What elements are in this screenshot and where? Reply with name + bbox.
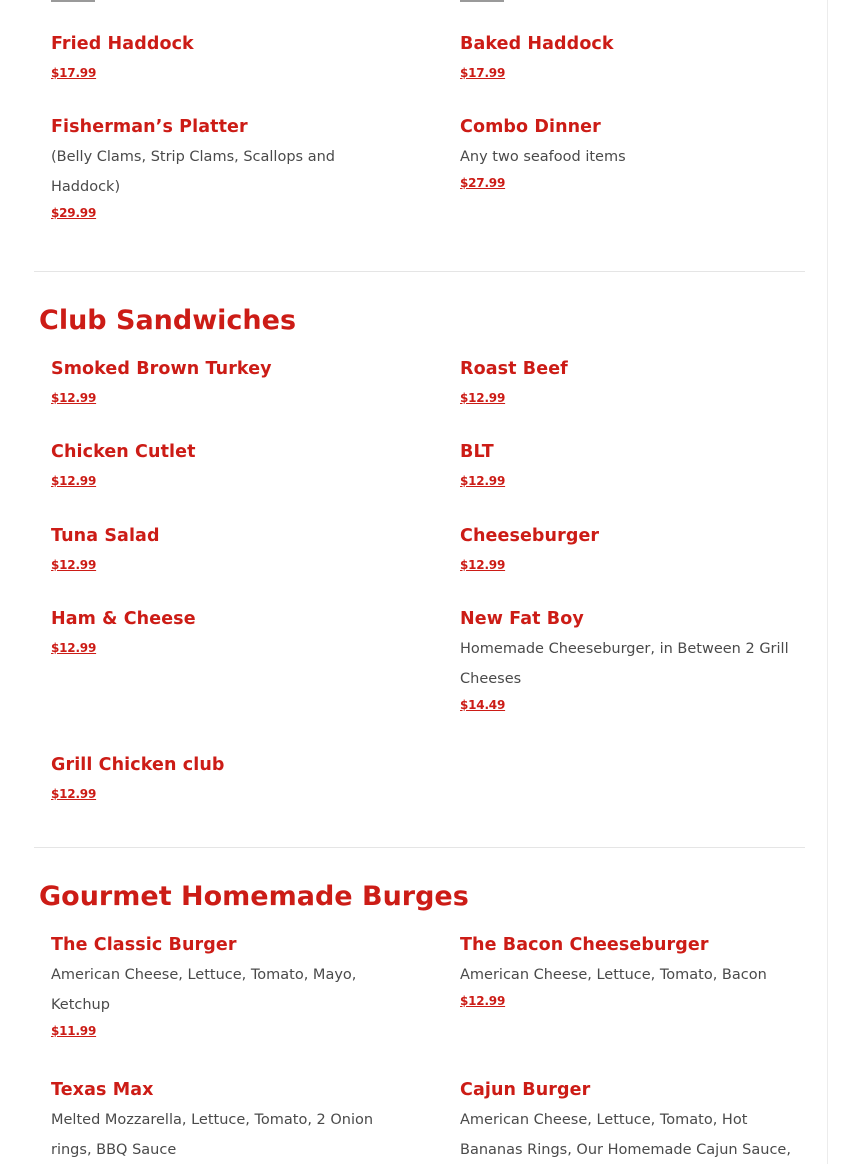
item-name: The Bacon Cheeseburger [460, 935, 709, 955]
item-description: (Belly Clams, Strip Clams, Scallops and Haddock) [51, 149, 335, 195]
item-name: BLT [460, 442, 494, 462]
item-name: Combo Dinner [460, 117, 601, 137]
menu-item [460, 441, 800, 489]
item-name: Texas Max [51, 1080, 154, 1100]
page-edge [827, 0, 828, 1164]
item-price[interactable]: $29.99 [51, 206, 97, 220]
item-price[interactable]: $12.99 [51, 558, 97, 572]
menu-item [51, 33, 391, 81]
menu-item [51, 116, 391, 221]
menu-item [51, 525, 391, 573]
item-price[interactable]: $14.49 [460, 698, 506, 712]
item-description: Homemade Cheeseburger, in Between 2 Grill Cheeses [460, 641, 789, 687]
item-name: Grill Chicken club [51, 755, 225, 775]
item-price[interactable]: $12.99 [51, 391, 97, 405]
item-price[interactable]: $12.99 [460, 474, 506, 488]
item-description: Melted Mozzarella, Lettuce, Tomato, 2 Onion rings, BBQ Sauce [51, 1112, 374, 1158]
menu-item [51, 608, 391, 656]
item-description: Any two seafood items [460, 149, 626, 165]
menu-item [460, 934, 800, 1009]
item-price[interactable]: $27.99 [460, 176, 506, 190]
item-price[interactable]: $12.99 [51, 474, 97, 488]
menu-item [460, 358, 800, 406]
item-name: Baked Haddock [460, 34, 614, 54]
item-price[interactable]: $12.99 [460, 994, 506, 1008]
item-price[interactable]: $12.99 [51, 641, 97, 655]
menu-item [51, 754, 391, 802]
item-description: American Cheese, Lettuce, Tomato, Hot Bananas Rings, Our Homemade Cajun Sauce, [460, 1112, 791, 1158]
menu-item [460, 33, 800, 81]
item-name: Cheeseburger [460, 526, 600, 546]
menu-item [460, 1079, 800, 1165]
item-price[interactable]: $17.99 [460, 66, 506, 80]
menu-item [51, 358, 391, 406]
item-price[interactable]: $12.99 [460, 558, 506, 572]
item-price[interactable]: $11.99 [51, 1024, 97, 1038]
menu-item [51, 441, 391, 489]
item-name: Fried Haddock [51, 34, 194, 54]
section-title: Gourmet Homemade Burges [39, 881, 469, 912]
item-name: Ham & Cheese [51, 609, 196, 629]
cut-off-price-right [460, 0, 504, 2]
item-name: The Classic Burger [51, 935, 237, 955]
menu-item [51, 934, 391, 1039]
menu-item [460, 525, 800, 573]
cut-off-price-left [51, 0, 95, 2]
item-price[interactable]: $17.99 [51, 66, 97, 80]
menu-item [51, 1079, 391, 1165]
item-description: American Cheese, Lettuce, Tomato, Bacon [460, 967, 767, 983]
item-name: Tuna Salad [51, 526, 160, 546]
section-divider [34, 271, 805, 272]
item-price[interactable]: $12.99 [51, 787, 97, 801]
item-name: Smoked Brown Turkey [51, 359, 272, 379]
item-price[interactable]: $12.99 [460, 391, 506, 405]
item-name: Fisherman’s Platter [51, 117, 248, 137]
item-name: Chicken Cutlet [51, 442, 196, 462]
menu-item [460, 608, 800, 713]
section-divider [34, 847, 805, 848]
menu-item [460, 116, 800, 191]
section-title: Club Sandwiches [39, 305, 297, 336]
item-name: Roast Beef [460, 359, 568, 379]
item-name: Cajun Burger [460, 1080, 591, 1100]
item-description: American Cheese, Lettuce, Tomato, Mayo, Ketchup [51, 967, 357, 1013]
item-name: New Fat Boy [460, 609, 584, 629]
